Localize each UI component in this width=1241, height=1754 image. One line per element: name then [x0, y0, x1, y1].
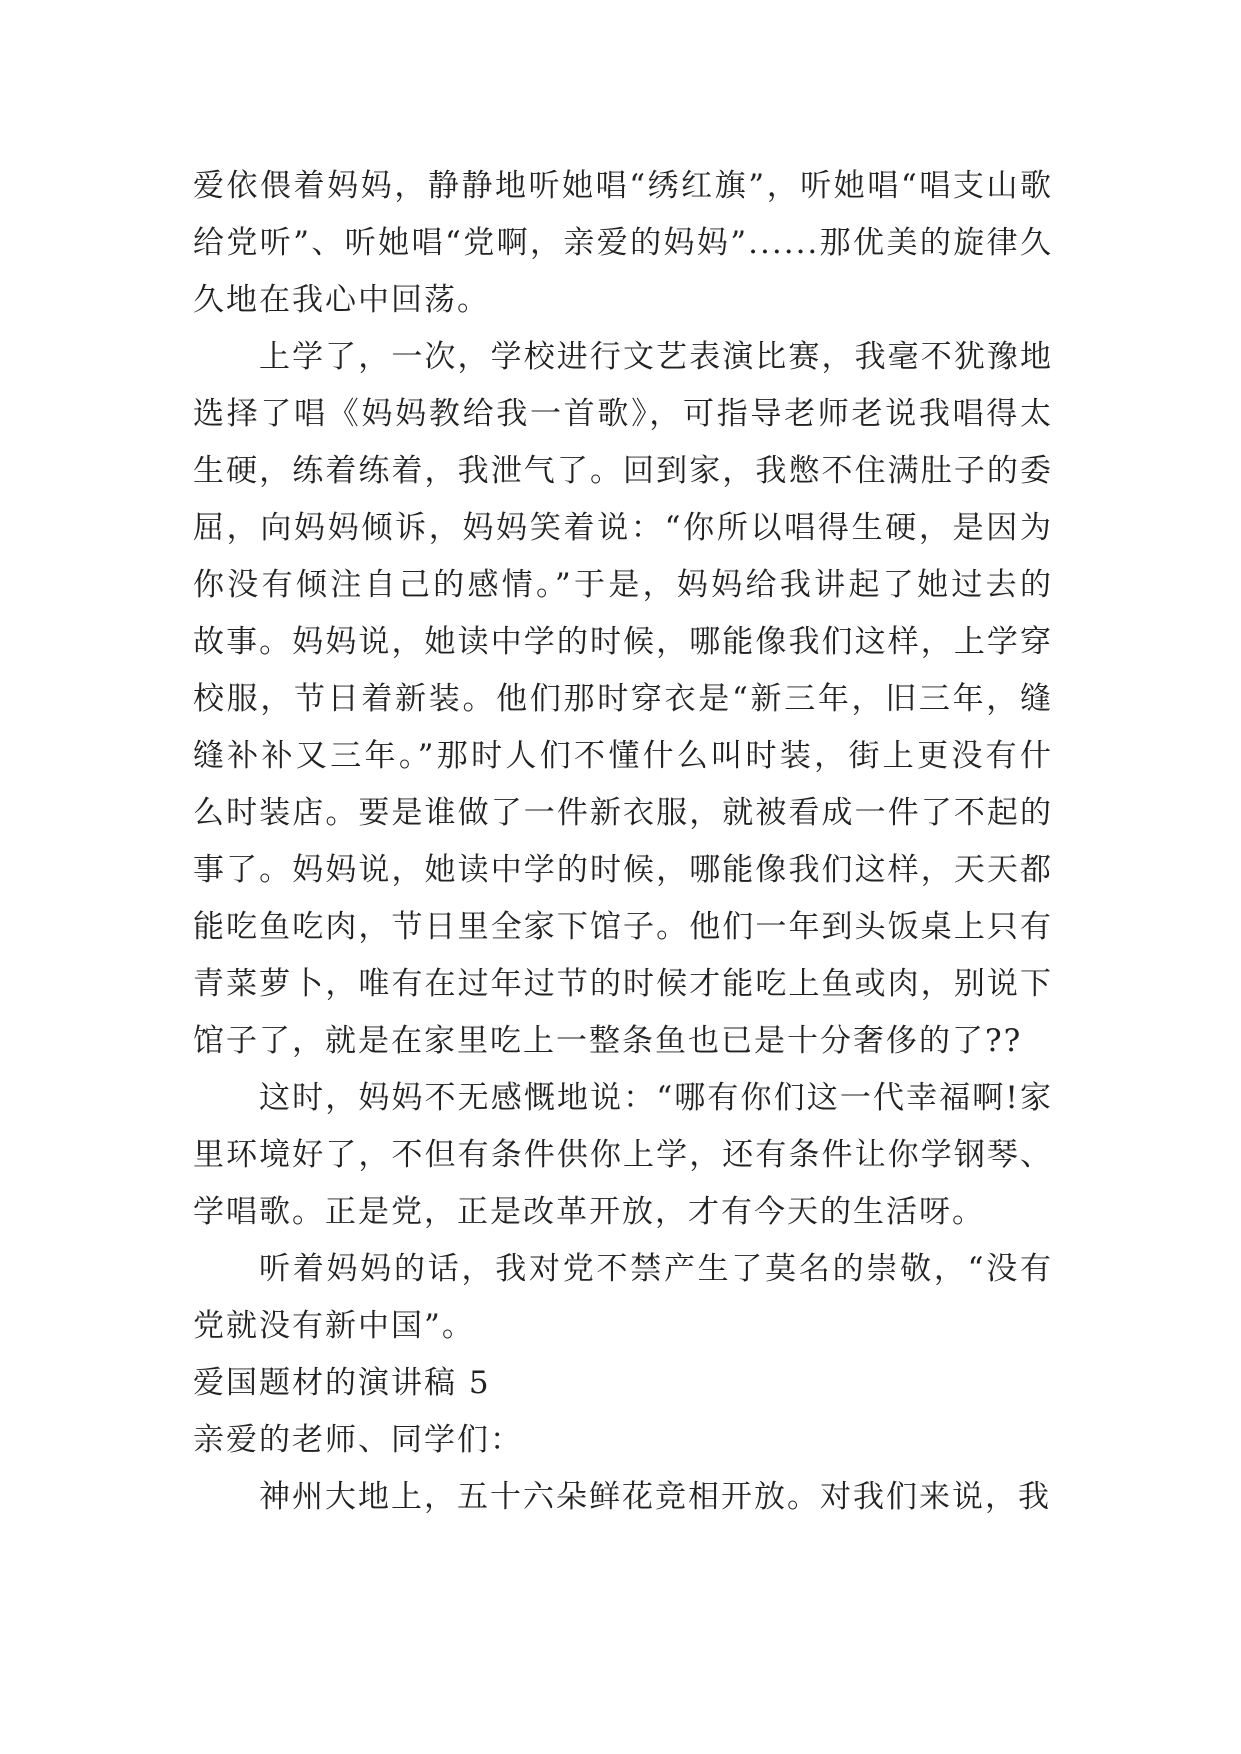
paragraph-5: 神州大地上，五十六朵鲜花竞相开放。对我们来说，我 — [259, 1479, 1051, 1515]
salutation: 亲爱的老师、同学们： — [193, 1422, 523, 1458]
document-body — [193, 158, 1053, 1526]
paragraph-2: 上学了，一次，学校进行文艺表演比赛，我毫不犹豫地选择了唱《妈妈教给我一首歌》，可指导老师老说我唱得太生硬，练着练着，我泄气了。回到家，我憋不住满肚子的委屈，向妈妈倾诉，妈妈笑着说：“你所以唱得生硬，是因为你没有倾注自己的感情。”于是，妈妈给我讲起了她过去的故事。妈妈说，她读中学的时候，哪能像我们这样，上学穿校服，节日着新装。他们那时穿衣是“新三年，旧三年，缝缝补补又三年。”那时人们不懂什么叫时装，街上更没有什么时装店。要是谁做了一件新衣服，就被看成一件了不起的事了。妈妈说，她读中学的时候，哪能像我们这样，天天都能吃鱼吃肉，节日里全家下馆子。他们一年到头饭桌上只有青菜萝卜，唯有在过年过节的时候才能吃上鱼或肉，别说下馆子了，就是在家里吃上一整条鱼也已是十分奢侈的了?? — [193, 339, 1053, 1059]
paragraph-1: 爱依偎着妈妈，静静地听她唱“绣红旗”，听她唱“唱支山歌给党听”、听她唱“党啊，亲爱的妈妈”......那优美的旋律久久地在我心中回荡。 — [193, 168, 1053, 318]
section-title: 爱国题材的演讲稿 5 — [193, 1365, 491, 1401]
paragraph-3: 这时，妈妈不无感慨地说：“哪有你们这一代幸福啊!家里环境好了，不但有条件供你上学，还有条件让你学钢琴、学唱歌。正是党，正是改革开放，才有今天的生活呀。 — [193, 1080, 1053, 1230]
paragraph-4: 听着妈妈的话，我对党不禁产生了莫名的崇敬，“没有党就没有新中国”。 — [193, 1251, 1053, 1344]
